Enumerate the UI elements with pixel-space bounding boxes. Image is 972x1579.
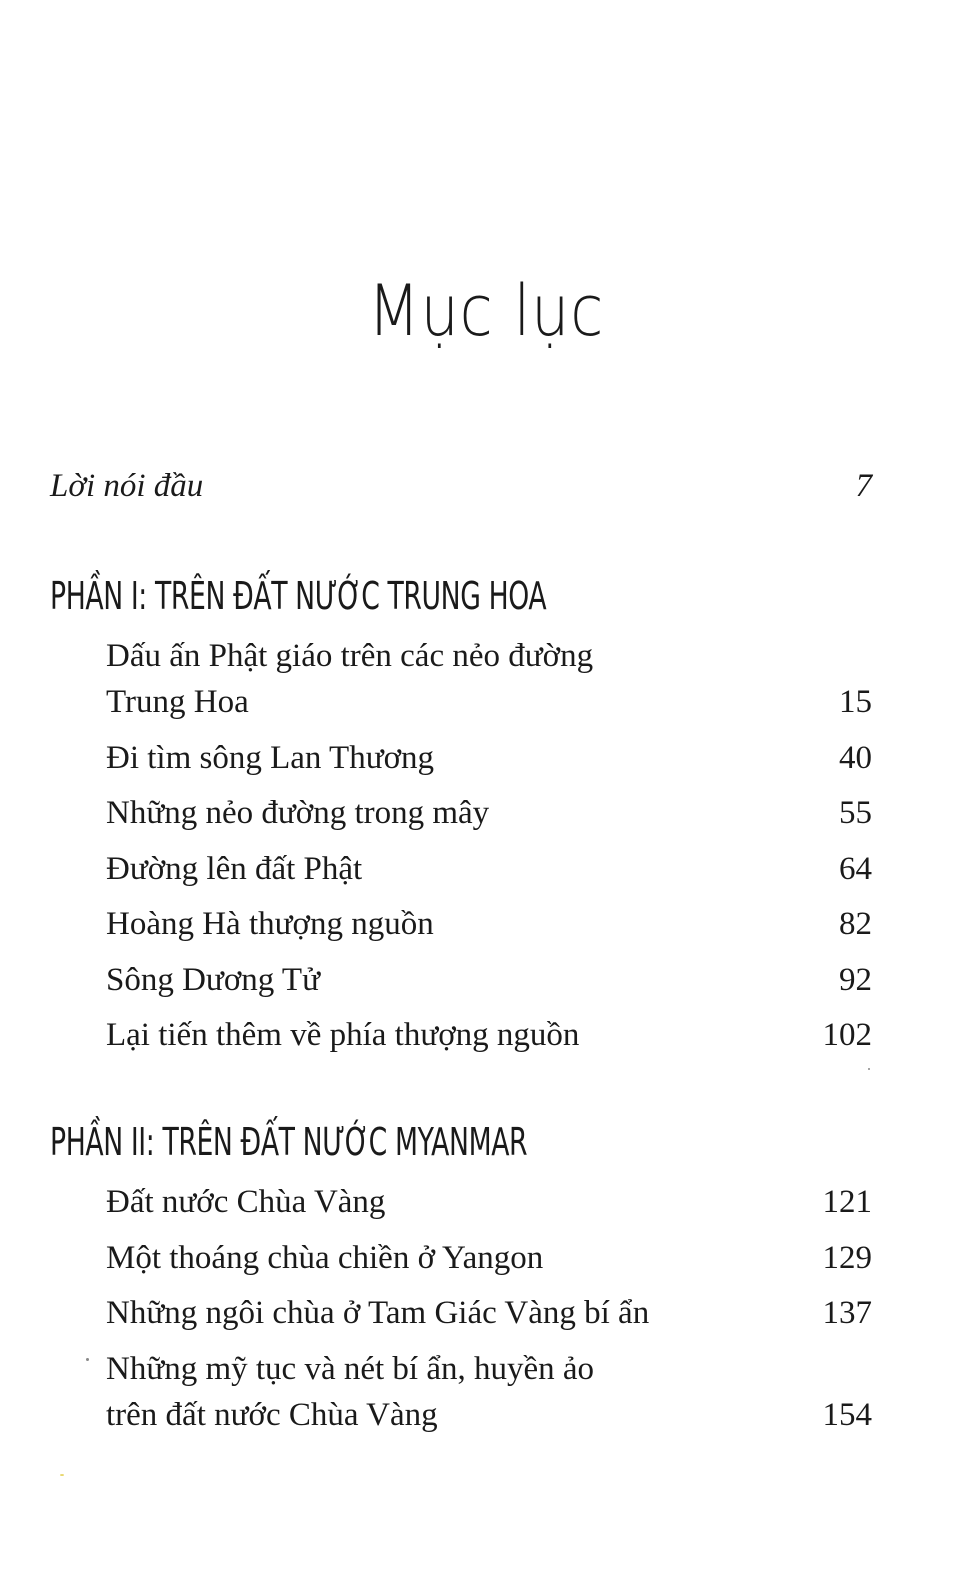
- toc-entry[interactable]: [106, 1290, 872, 1336]
- toc-entry[interactable]: [106, 846, 872, 892]
- toc-entry-title-line: trên đất nước Chùa Vàng: [106, 1396, 438, 1433]
- page-title: Mục lục: [367, 270, 605, 352]
- toc-entry-title-line: Đường lên đất Phật: [106, 850, 363, 887]
- toc-entry-preface[interactable]: [50, 468, 872, 505]
- toc-entry-title-line: Lại tiến thêm về phía thượng nguồn: [106, 1017, 580, 1053]
- toc-entry-page-number: 64: [839, 850, 872, 887]
- toc-entry-page-number: 129: [822, 1239, 872, 1276]
- part-1-entry-list: [106, 633, 872, 1068]
- toc-entry[interactable]: [106, 901, 872, 947]
- toc-entry-title-line: Một thoáng chùa chiền ở Yangon: [106, 1239, 544, 1276]
- toc-entry-page-number: 121: [822, 1184, 872, 1220]
- toc-entry[interactable]: [106, 957, 872, 1003]
- preface-page-number: 7: [855, 468, 872, 504]
- part-2-title: PHẦN II: TRÊN ĐẤT NƯỚC MYANMAR: [50, 1120, 528, 1164]
- toc-entry-page-number: 55: [839, 795, 872, 831]
- toc-entry[interactable]: [106, 1179, 872, 1225]
- scan-speck: [868, 1068, 870, 1070]
- toc-entry-page-number: 154: [822, 1396, 872, 1433]
- toc-entry-title-line: Hoàng Hà thượng nguồn: [106, 906, 434, 942]
- toc-entry-page-number: 137: [822, 1295, 872, 1331]
- toc-entry[interactable]: [106, 1235, 872, 1281]
- toc-entry[interactable]: [106, 1012, 872, 1058]
- toc-entry[interactable]: [106, 1346, 872, 1438]
- toc-entry-page-number: 82: [839, 906, 872, 942]
- toc-entry-title-line: Đi tìm sông Lan Thương: [106, 739, 435, 776]
- toc-entry-title-line: Những ngôi chùa ở Tam Giác Vàng bí ẩn: [106, 1295, 650, 1331]
- toc-entry-title-line: Dấu ấn Phật giáo trên các nẻo đường: [106, 638, 594, 674]
- toc-entry-title-line: Những nẻo đường trong mây: [106, 795, 490, 831]
- toc-entry-page-number: 15: [839, 684, 872, 720]
- scan-speck: [86, 1358, 89, 1361]
- toc-entry-title-line: Những mỹ tục và nét bí ẩn, huyền ảo: [106, 1350, 595, 1387]
- toc-entry[interactable]: [106, 790, 872, 836]
- preface-label: Lời nói đầu: [50, 468, 204, 504]
- toc-entry-title-line: Sông Dương Tử: [106, 961, 320, 998]
- toc-entry-page-number: 102: [822, 1017, 872, 1053]
- toc-entry-page-number: 92: [839, 961, 872, 998]
- toc-entry[interactable]: [106, 735, 872, 781]
- part-2-entry-list: [106, 1179, 872, 1447]
- part-1-title: PHẦN I: TRÊN ĐẤT NƯỚC TRUNG HOA: [50, 574, 547, 618]
- toc-entry-title-line: Trung Hoa: [106, 684, 249, 720]
- toc-entry-page-number: 40: [839, 739, 872, 776]
- toc-entry-title-line: Đất nước Chùa Vàng: [106, 1184, 386, 1220]
- toc-entry[interactable]: [106, 633, 872, 725]
- scan-speck: [60, 1474, 64, 1476]
